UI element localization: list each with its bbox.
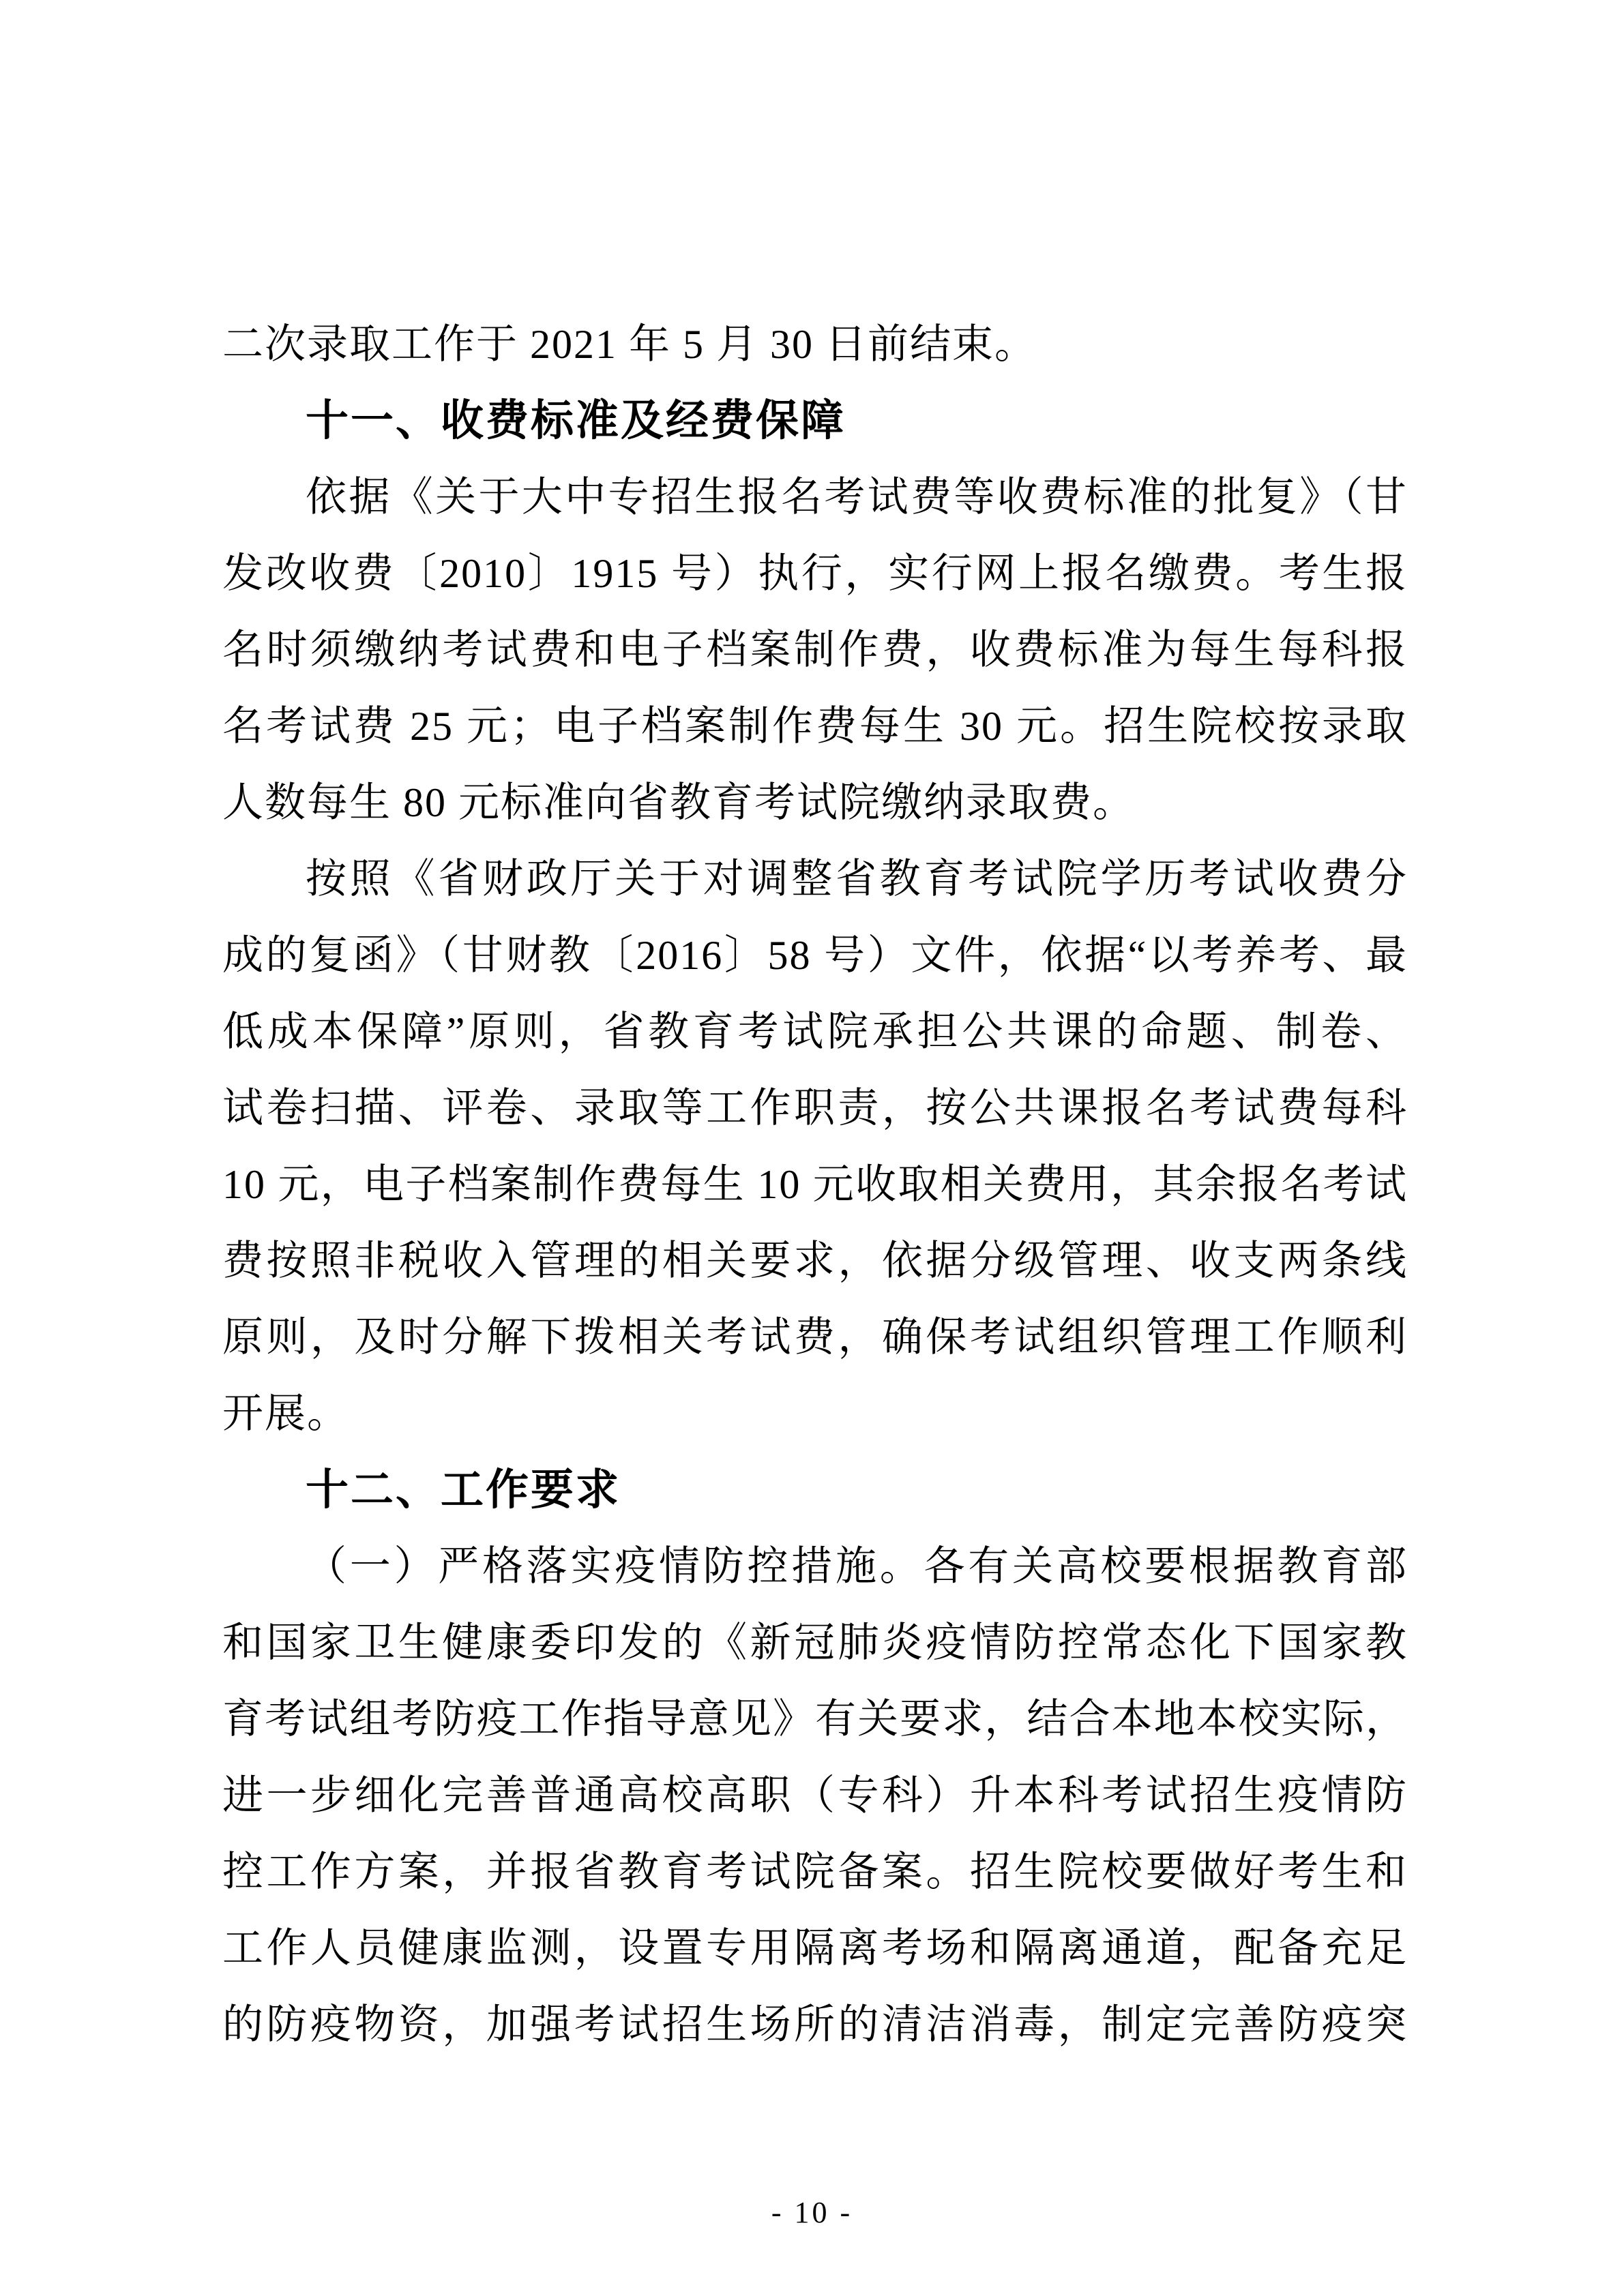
text-line: 按照《省财政厅关于对调整省教育考试院学历考试收费分	[306, 856, 1408, 901]
text-line: 费按照非税收入管理的相关要求，依据分级管理、收支两条线	[222, 1238, 1408, 1283]
text-line: 控工作方案，并报省教育考试院备案。招生院校要做好考生和	[222, 1849, 1408, 1894]
text-line: 原则，及时分解下拨相关考试费，确保考试组织管理工作顺利	[222, 1315, 1408, 1360]
text-line: 名时须缴纳考试费和电子档案制作费，收费标准为每生每科报	[222, 627, 1408, 672]
text-line: 人数每生 80 元标准向省教育考试院缴纳录取费。	[222, 780, 1135, 825]
text-line: 进一步细化完善普通高校高职（专科）升本科考试招生疫情防	[222, 1773, 1408, 1818]
text-line: 成的复函》（甘财教〔2016〕58 号）文件，依据“以考养考、最	[222, 933, 1408, 978]
text-line: 试卷扫描、评卷、录取等工作职责，按公共课报名考试费每科	[222, 1086, 1408, 1131]
page-number: - 10 -	[771, 2196, 853, 2229]
section-heading: 十一、收费标准及经费保障	[306, 397, 846, 445]
text-line: 发改收费〔2010〕1915 号）执行，实行网上报名缴费。考生报	[222, 551, 1408, 596]
document-body	[222, 306, 1408, 2063]
text-line: 依据《关于大中专招生报名考试费等收费标准的批复》（甘	[306, 475, 1408, 520]
text-line: 10 元，电子档案制作费每生 10 元收取相关费用，其余报名考试	[222, 1162, 1408, 1207]
text-line: 低成本保障”原则，省教育考试院承担公共课的命题、制卷、	[222, 1009, 1408, 1054]
page-footer	[0, 2195, 1624, 2237]
text-line: 开展。	[222, 1391, 349, 1436]
text-line: 二次录取工作于 2021 年 5 月 30 日前结束。	[222, 322, 1037, 367]
text-line: 名考试费 25 元；电子档案制作费每生 30 元。招生院校按录取	[222, 704, 1408, 749]
text-line: 工作人员健康监测，设置专用隔离考场和隔离通道，配备充足	[222, 1926, 1408, 1971]
section-heading: 十二、工作要求	[306, 1466, 621, 1514]
text-line: （一）严格落实疫情防控措施。各有关高校要根据教育部	[306, 1544, 1408, 1589]
text-line: 育考试组考防疫工作指导意见》有关要求，结合本地本校实际，	[222, 1697, 1408, 1742]
text-line: 和国家卫生健康委印发的《新冠肺炎疫情防控常态化下国家教	[222, 1620, 1408, 1665]
text-line: 的防疫物资，加强考试招生场所的清洁消毒，制定完善防疫突	[222, 2002, 1408, 2047]
